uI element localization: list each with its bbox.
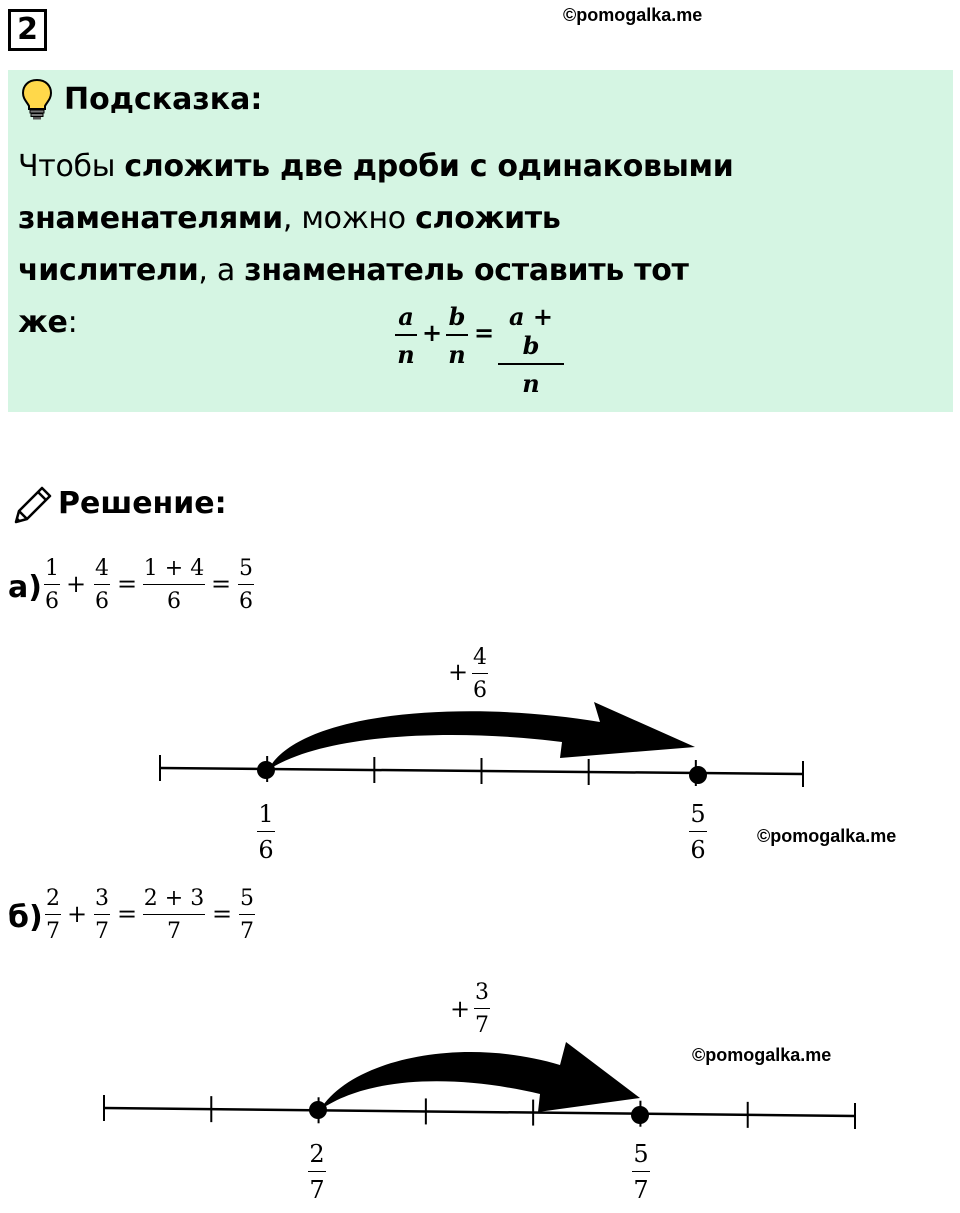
fraction-denominator: n	[522, 369, 540, 398]
start-point	[257, 761, 275, 779]
fraction-denominator: 7	[167, 919, 181, 944]
eq-a-fraction-1	[44, 556, 60, 614]
part-b-label: б)	[8, 900, 43, 935]
axis-line	[104, 1108, 855, 1116]
fraction-denominator: 6	[167, 589, 181, 614]
fraction-numerator: 2	[309, 1140, 325, 1168]
lightbulb-icon	[20, 78, 54, 120]
eq-b-equals-2: =	[212, 900, 233, 928]
end-label-b	[632, 1140, 650, 1204]
eq-b-plus: +	[67, 900, 88, 928]
task-number: 2	[8, 9, 47, 51]
eq-a-fraction-2	[94, 556, 110, 614]
fraction-numerator: b	[448, 302, 466, 331]
fraction-numerator: 5	[690, 800, 706, 828]
fraction-numerator: 3	[475, 980, 489, 1005]
eq-a-equals-1: =	[117, 570, 138, 598]
hint-text-part: знаменатель оставить тот же	[18, 253, 689, 340]
watermark: ©pomogalka.me	[692, 1045, 832, 1065]
hint-title: Подсказка:	[64, 82, 263, 117]
formula-fraction-2	[446, 302, 468, 369]
step-fraction-a	[472, 645, 488, 703]
fraction-denominator: 7	[633, 1176, 649, 1204]
eq-b-fraction-4	[239, 886, 255, 944]
fraction-denominator: 7	[95, 919, 109, 944]
eq-a-fraction-3	[143, 556, 205, 614]
fraction-denominator: 7	[240, 919, 254, 944]
fraction-numerator: 5	[633, 1140, 649, 1168]
fraction-denominator: 6	[95, 589, 109, 614]
watermark: ©pomogalka.me	[757, 826, 897, 846]
step-sign-a: +	[448, 658, 469, 686]
fraction-denominator: 7	[309, 1176, 325, 1204]
start-label-a	[257, 800, 275, 864]
pencil-icon	[10, 484, 54, 528]
fraction-numerator: 4	[95, 556, 109, 581]
eq-b-fraction-2	[94, 886, 110, 944]
eq-b-equals-1: =	[117, 900, 138, 928]
jump-arrow-icon	[320, 1042, 640, 1112]
fraction-numerator: 5	[240, 886, 254, 911]
formula-fraction-1	[395, 302, 417, 369]
eq-a-plus: +	[66, 570, 87, 598]
step-sign-b: +	[450, 995, 471, 1023]
fraction-numerator: 4	[473, 645, 487, 670]
fraction-denominator: 6	[258, 836, 274, 864]
hint-text-part: Чтобы	[18, 149, 125, 184]
fraction-denominator: 6	[45, 589, 59, 614]
formula-fraction-3	[498, 302, 564, 398]
fraction-denominator: 6	[473, 678, 487, 703]
fraction-numerator: 3	[95, 886, 109, 911]
hint-text-part: , можно	[282, 201, 416, 236]
hint-text-part: , а	[198, 253, 245, 288]
formula-plus: +	[422, 318, 443, 347]
start-point	[309, 1101, 327, 1119]
fraction-numerator: a	[398, 302, 414, 331]
eq-b-fraction-3	[143, 886, 205, 944]
formula-equals: =	[474, 318, 495, 347]
fraction-denominator: 6	[239, 589, 253, 614]
part-a-label: а)	[8, 570, 42, 605]
fraction-numerator: 2 + 3	[143, 886, 205, 911]
fraction-numerator: 5	[239, 556, 253, 581]
end-label-a	[689, 800, 707, 864]
tick-marks	[160, 755, 803, 787]
hint-text-part: :	[67, 305, 78, 340]
hint-text	[18, 141, 738, 349]
eq-a-equals-2: =	[211, 570, 232, 598]
solution-title: Решение:	[58, 486, 227, 521]
fraction-denominator: n	[448, 340, 466, 369]
end-point	[631, 1106, 649, 1124]
hint-text-part: сложить две дроби с одинаковыми знаменателями	[18, 149, 734, 236]
fraction-denominator: n	[397, 340, 415, 369]
fraction-numerator: 1 + 4	[143, 556, 205, 581]
fraction-numerator: 1	[45, 556, 59, 581]
hint-text-part: сложить числители	[18, 201, 561, 288]
fraction-denominator: 7	[46, 919, 60, 944]
eq-b-fraction-1	[45, 886, 61, 944]
watermark: ©pomogalka.me	[563, 5, 703, 25]
fraction-denominator: 6	[690, 836, 706, 864]
fraction-numerator: 2	[46, 886, 60, 911]
fraction-numerator: a + b	[508, 302, 553, 360]
start-label-b	[308, 1140, 326, 1204]
eq-a-fraction-4	[238, 556, 254, 614]
end-point	[689, 766, 707, 784]
fraction-numerator: 1	[258, 800, 274, 828]
fraction-denominator: 7	[475, 1013, 489, 1038]
step-fraction-b	[474, 980, 490, 1038]
